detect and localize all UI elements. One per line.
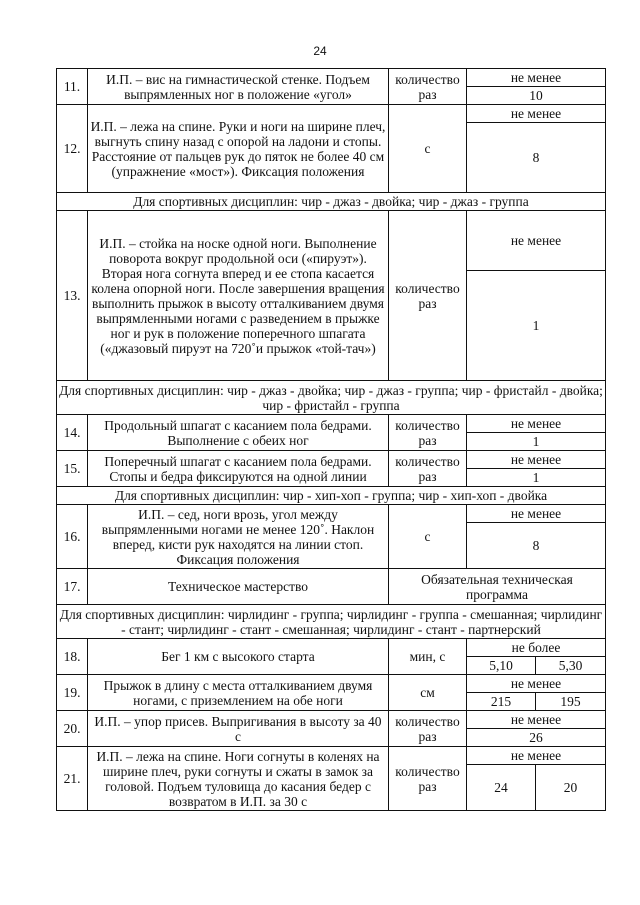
exercise-description: И.П. – вис на гимнастической стенке. Подъем выпрямленных ног в положение «угол» — [88, 69, 389, 105]
condition-cell: не менее — [467, 415, 606, 433]
table-row — [57, 711, 606, 729]
value-cell-girls: 5,10 — [467, 657, 536, 675]
row-number: 11. — [57, 69, 88, 105]
row-number: 13. — [57, 211, 88, 381]
discipline-header: Для спортивных дисциплин: чир - джаз - двойка; чир - джаз - группа; чир - фристайл - двойка; чир - фристайл - группа — [57, 381, 606, 415]
discipline-header: Для спортивных дисциплин: чирлидинг - группа; чирлидинг - группа - смешанная; чирлидинг - стант; чирлидинг - стант - смешанная; чирлидинг - стант - партнерский — [57, 605, 606, 639]
condition-cell: не менее — [467, 675, 606, 693]
table-row — [57, 747, 606, 765]
discipline-header: Для спортивных дисциплин: чир - джаз - двойка; чир - джаз - группа — [57, 193, 606, 211]
condition-cell: не менее — [467, 451, 606, 469]
row-number: 18. — [57, 639, 88, 675]
unit-cell: количество раз — [389, 451, 467, 487]
table-row — [57, 505, 606, 523]
value-cell-girls: 24 — [467, 765, 536, 811]
table-row — [57, 487, 606, 505]
condition-cell: не менее — [467, 505, 606, 523]
value-cell-boys: 20 — [536, 765, 606, 811]
table-row — [57, 415, 606, 433]
row-number: 14. — [57, 415, 88, 451]
value-cell-girls: 215 — [467, 693, 536, 711]
exercise-description: И.П. – сед, ноги врозь, угол между выпрямленными ногами не менее 120˚. Наклон вперед, кисти рук находятся на линии стоп. Фиксация положения — [88, 505, 389, 569]
condition-cell: не менее — [467, 69, 606, 87]
value-cell: 1 — [467, 433, 606, 451]
unit-cell: мин, с — [389, 639, 467, 675]
norms-table — [56, 68, 606, 811]
table-row — [57, 193, 606, 211]
unit-cell: см — [389, 675, 467, 711]
value-cell: 26 — [467, 729, 606, 747]
value-cell: 1 — [467, 469, 606, 487]
row-number: 17. — [57, 569, 88, 605]
table-row — [57, 211, 606, 271]
table-row — [57, 451, 606, 469]
exercise-description: И.П. – лежа на спине. Ноги согнуты в коленях на ширине плеч, руки согнуты и сжаты в замок за головой. Подъем туловища до касания бедер с возвратом в И.П. за 30 с — [88, 747, 389, 811]
table-row — [57, 639, 606, 657]
exercise-description: Бег 1 км с высокого старта — [88, 639, 389, 675]
row-number: 16. — [57, 505, 88, 569]
unit-cell: количество раз — [389, 211, 467, 381]
unit-cell: количество раз — [389, 747, 467, 811]
value-cell: 8 — [467, 123, 606, 193]
unit-cell: количество раз — [389, 69, 467, 105]
unit-cell: с — [389, 105, 467, 193]
row-number: 20. — [57, 711, 88, 747]
exercise-description: И.П. – упор присев. Выпригивания в высоту за 40 с — [88, 711, 389, 747]
value-cell: Обязательная техническая программа — [389, 569, 606, 605]
condition-cell: не менее — [467, 105, 606, 123]
exercise-description: И.П. – стойка на носке одной ноги. Выполнение поворота вокруг продольной оси («пируэт»). Вторая нога согнута вперед и ее стопа касается колена опорной ноги. После завершения вращения выполнить прыжок в высоту отталкиванием двумя выпрямленными ногами с разведением в прыжке ног и рук в положение поперечного шпагата («джазовый пируэт на 720˚и прыжок «той-тач») — [88, 211, 389, 381]
row-number: 19. — [57, 675, 88, 711]
value-cell-boys: 5,30 — [536, 657, 606, 675]
unit-cell: с — [389, 505, 467, 569]
unit-cell: количество раз — [389, 415, 467, 451]
row-number: 15. — [57, 451, 88, 487]
exercise-description: Поперечный шпагат с касанием пола бедрами. Стопы и бедра фиксируются на одной линии — [88, 451, 389, 487]
value-cell-boys: 195 — [536, 693, 606, 711]
table-row — [57, 569, 606, 605]
table-row — [57, 675, 606, 693]
table-row — [57, 605, 606, 639]
exercise-description: Продольный шпагат с касанием пола бедрами. Выполнение с обеих ног — [88, 415, 389, 451]
value-cell: 1 — [467, 271, 606, 381]
value-cell: 10 — [467, 87, 606, 105]
exercise-description: Техническое мастерство — [88, 569, 389, 605]
unit-cell: количество раз — [389, 711, 467, 747]
value-cell: 8 — [467, 523, 606, 569]
exercise-description: Прыжок в длину с места отталкиванием двумя ногами, с приземлением на обе ноги — [88, 675, 389, 711]
row-number: 12. — [57, 105, 88, 193]
table-row — [57, 381, 606, 415]
row-number: 21. — [57, 747, 88, 811]
table-row — [57, 105, 606, 123]
condition-cell: не менее — [467, 211, 606, 271]
condition-cell: не менее — [467, 747, 606, 765]
condition-cell: не более — [467, 639, 606, 657]
condition-cell: не менее — [467, 711, 606, 729]
discipline-header: Для спортивных дисциплин: чир - хип-хоп - группа; чир - хип-хоп - двойка — [57, 487, 606, 505]
page-number: 24 — [313, 44, 327, 58]
exercise-description: И.П. – лежа на спине. Руки и ноги на ширине плеч, выгнуть спину назад с опорой на ладони и стопы. Расстояние от пальцев рук до пяток не более 40 см (упражнение «мост»). Фиксация положения — [88, 105, 389, 193]
table-row — [57, 69, 606, 87]
